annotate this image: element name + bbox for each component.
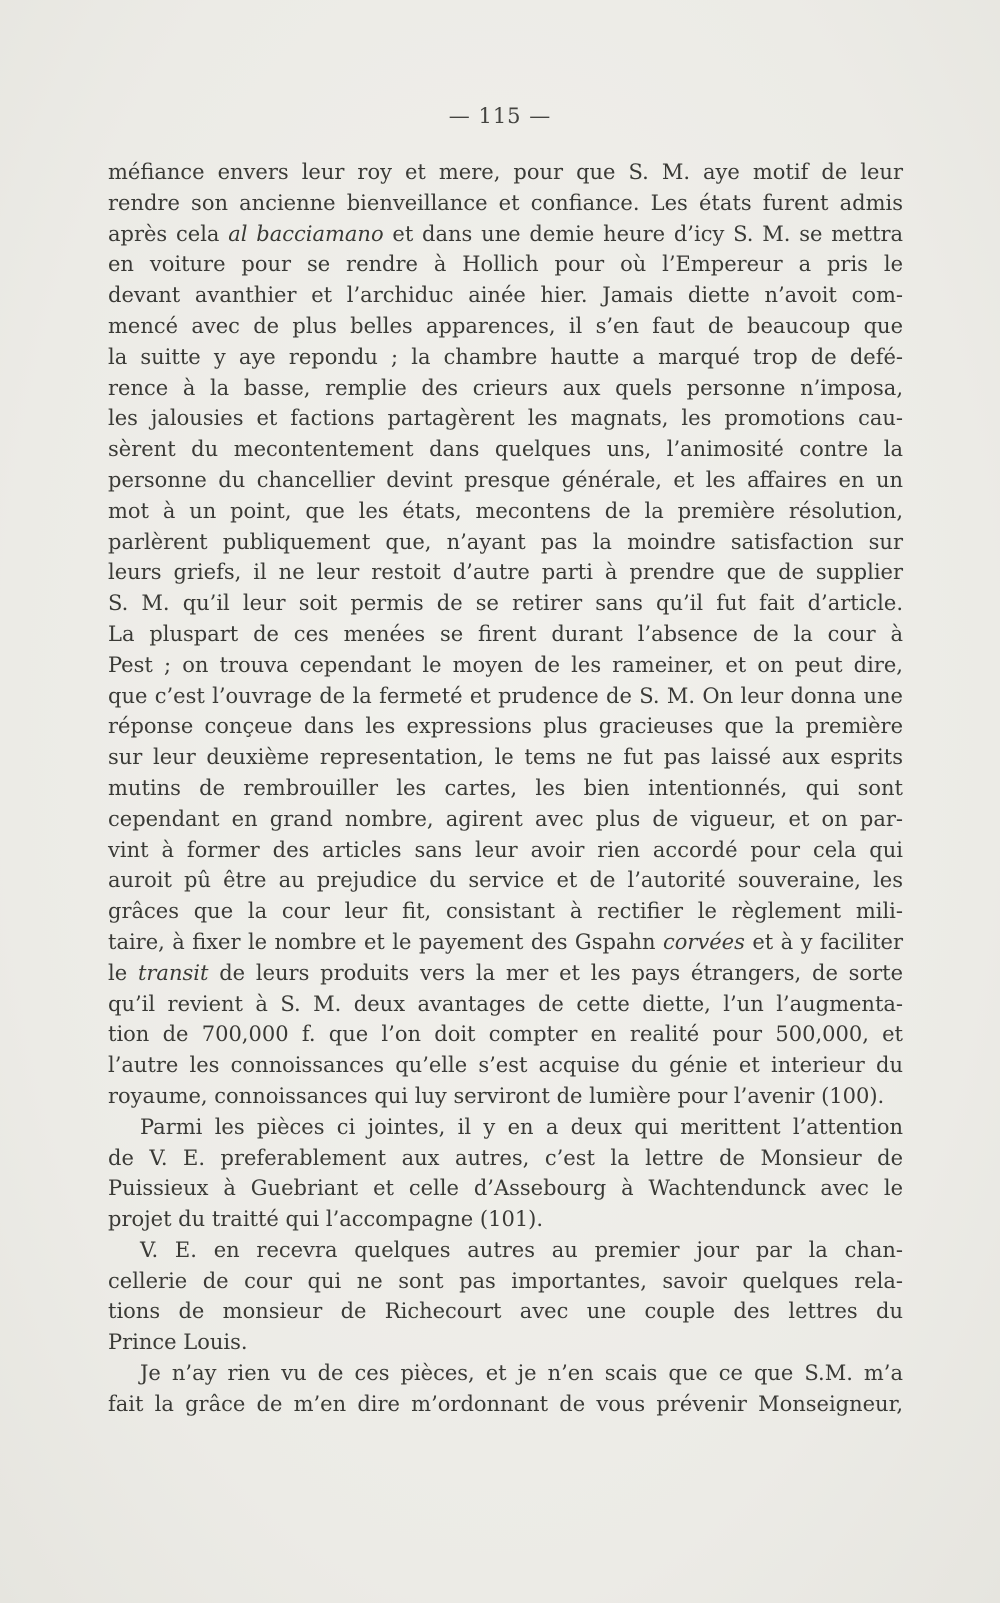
text-line: Puissieux à Guebriant et celle d’Assebourg à Wachtendunck avec le [108,1176,903,1201]
text-line: cependant en grand nombre, agirent avec plus de vigueur, et on par- [108,806,903,831]
text-line: rendre son ancienne bienveillance et confiance. Les états furent admis [108,190,903,215]
text-line: parlèrent publiquement que, n’ayant pas la moindre satisfaction sur [108,529,903,554]
text-line [108,219,903,250]
text-line: devant avanthier et l’archiduc ainée hier. Jamais diette n’avoit com- [108,283,903,308]
text-line: sèrent du mecontentement dans quelques uns, l’animosité contre la [108,437,903,462]
text-line: fait la grâce de m’en dire m’ordonnant de vous prévenir Monseigneur, [108,1391,903,1416]
text-line: mot à un point, que les états, mecontens de la première résolution, [108,498,903,523]
text-segment: et à y faciliter [744,929,903,954]
text-line: Prince Louis. [108,1330,248,1355]
body-text [108,157,903,1420]
text-line: cellerie de cour qui ne sont pas importantes, savoir quelques rela- [108,1268,903,1293]
text-line: en voiture pour se rendre à Hollich pour où l’Empereur a pris le [108,252,903,277]
text-segment: et dans une demie heure d’icy S. M. se mettra [383,221,903,246]
text-line [108,958,903,989]
text-line [108,927,903,958]
page-number: — 115 — [448,104,552,128]
text-line: sur leur deuxième representation, le tems ne fut pas laissé aux esprits [108,745,903,770]
text-line: vint à former des articles sans leur avoir rien accordé pour cela qui [108,837,903,862]
text-segment: le [108,960,138,985]
text-line: Je n’ay rien vu de ces pièces, et je n’en scais que ce que S.M. m’a [140,1361,903,1386]
text-line: auroit pû être au prejudice du service et de l’autorité souveraine, les [108,868,903,893]
text-line: leurs griefs, il ne leur restoit d’autre parti à prendre que de supplier [108,560,903,585]
text-line: que c’est l’ouvrage de la fermeté et prudence de S. M. On leur donna une [108,683,903,708]
text-line: projet du traitté qui l’accompagne (101). [108,1207,544,1232]
text-line: la suitte y aye repondu ; la chambre hautte a marqué trop de defé- [108,344,903,369]
text-segment: de leurs produits vers la mer et les pays étrangers, de sorte [208,960,903,985]
text-line: grâces que la cour leur fit, consistant à rectifier le règlement mili- [108,899,903,924]
text-segment: taire, à fixer le nombre et le payement des Gspahn [108,929,663,954]
text-line: rence à la basse, remplie des crieurs aux quels personne n’imposa, [108,375,903,400]
text-line: royaume, connoissances qui luy serviront de lumière pour l’avenir (100). [108,1083,885,1108]
italic-term: al bacciamano [228,221,384,246]
text-line: Parmi les pièces ci jointes, il y en a deux qui merittent l’attention [140,1114,903,1139]
text-line: les jalousies et factions partagèrent les magnats, les promotions cau- [108,406,903,431]
text-line: tions de monsieur de Richecourt avec une couple des lettres du [108,1299,903,1324]
text-line: qu’il revient à S. M. deux avantages de cette diette, l’un l’augmenta- [108,991,903,1016]
text-line: l’autre les connoissances qu’elle s’est acquise du génie et interieur du [108,1053,903,1078]
text-line: de V. E. preferablement aux autres, c’est la lettre de Monsieur de [108,1145,903,1170]
text-line: méfiance envers leur roy et mere, pour que S. M. aye motif de leur [108,160,903,184]
text-line: mutins de rembrouiller les cartes, les bien intentionnés, qui sont [108,775,903,800]
text-line: réponse conçeue dans les expressions plus gracieuses que la première [108,714,903,739]
text-line: S. M. qu’il leur soit permis de se retirer sans qu’il fut fait d’article. [108,591,903,616]
text-line: La pluspart de ces menées se firent durant l’absence de la cour à [108,621,903,646]
text-line: personne du chancellier devint presque générale, et les affaires en un [108,467,903,492]
text-line: V. E. en recevra quelques autres au premier jour par la chan- [140,1237,903,1262]
text-segment: après cela [108,221,229,246]
italic-term: corvées [662,929,745,954]
text-line: Pest ; on trouva cependant le moyen de les rameiner, et on peut dire, [108,652,903,677]
italic-term: transit [137,960,209,985]
text-line: tion de 700,000 f. que l’on doit compter en realité pour 500,000, et [108,1022,903,1047]
text-line: mencé avec de plus belles apparences, il s’en faut de beaucoup que [108,313,903,338]
